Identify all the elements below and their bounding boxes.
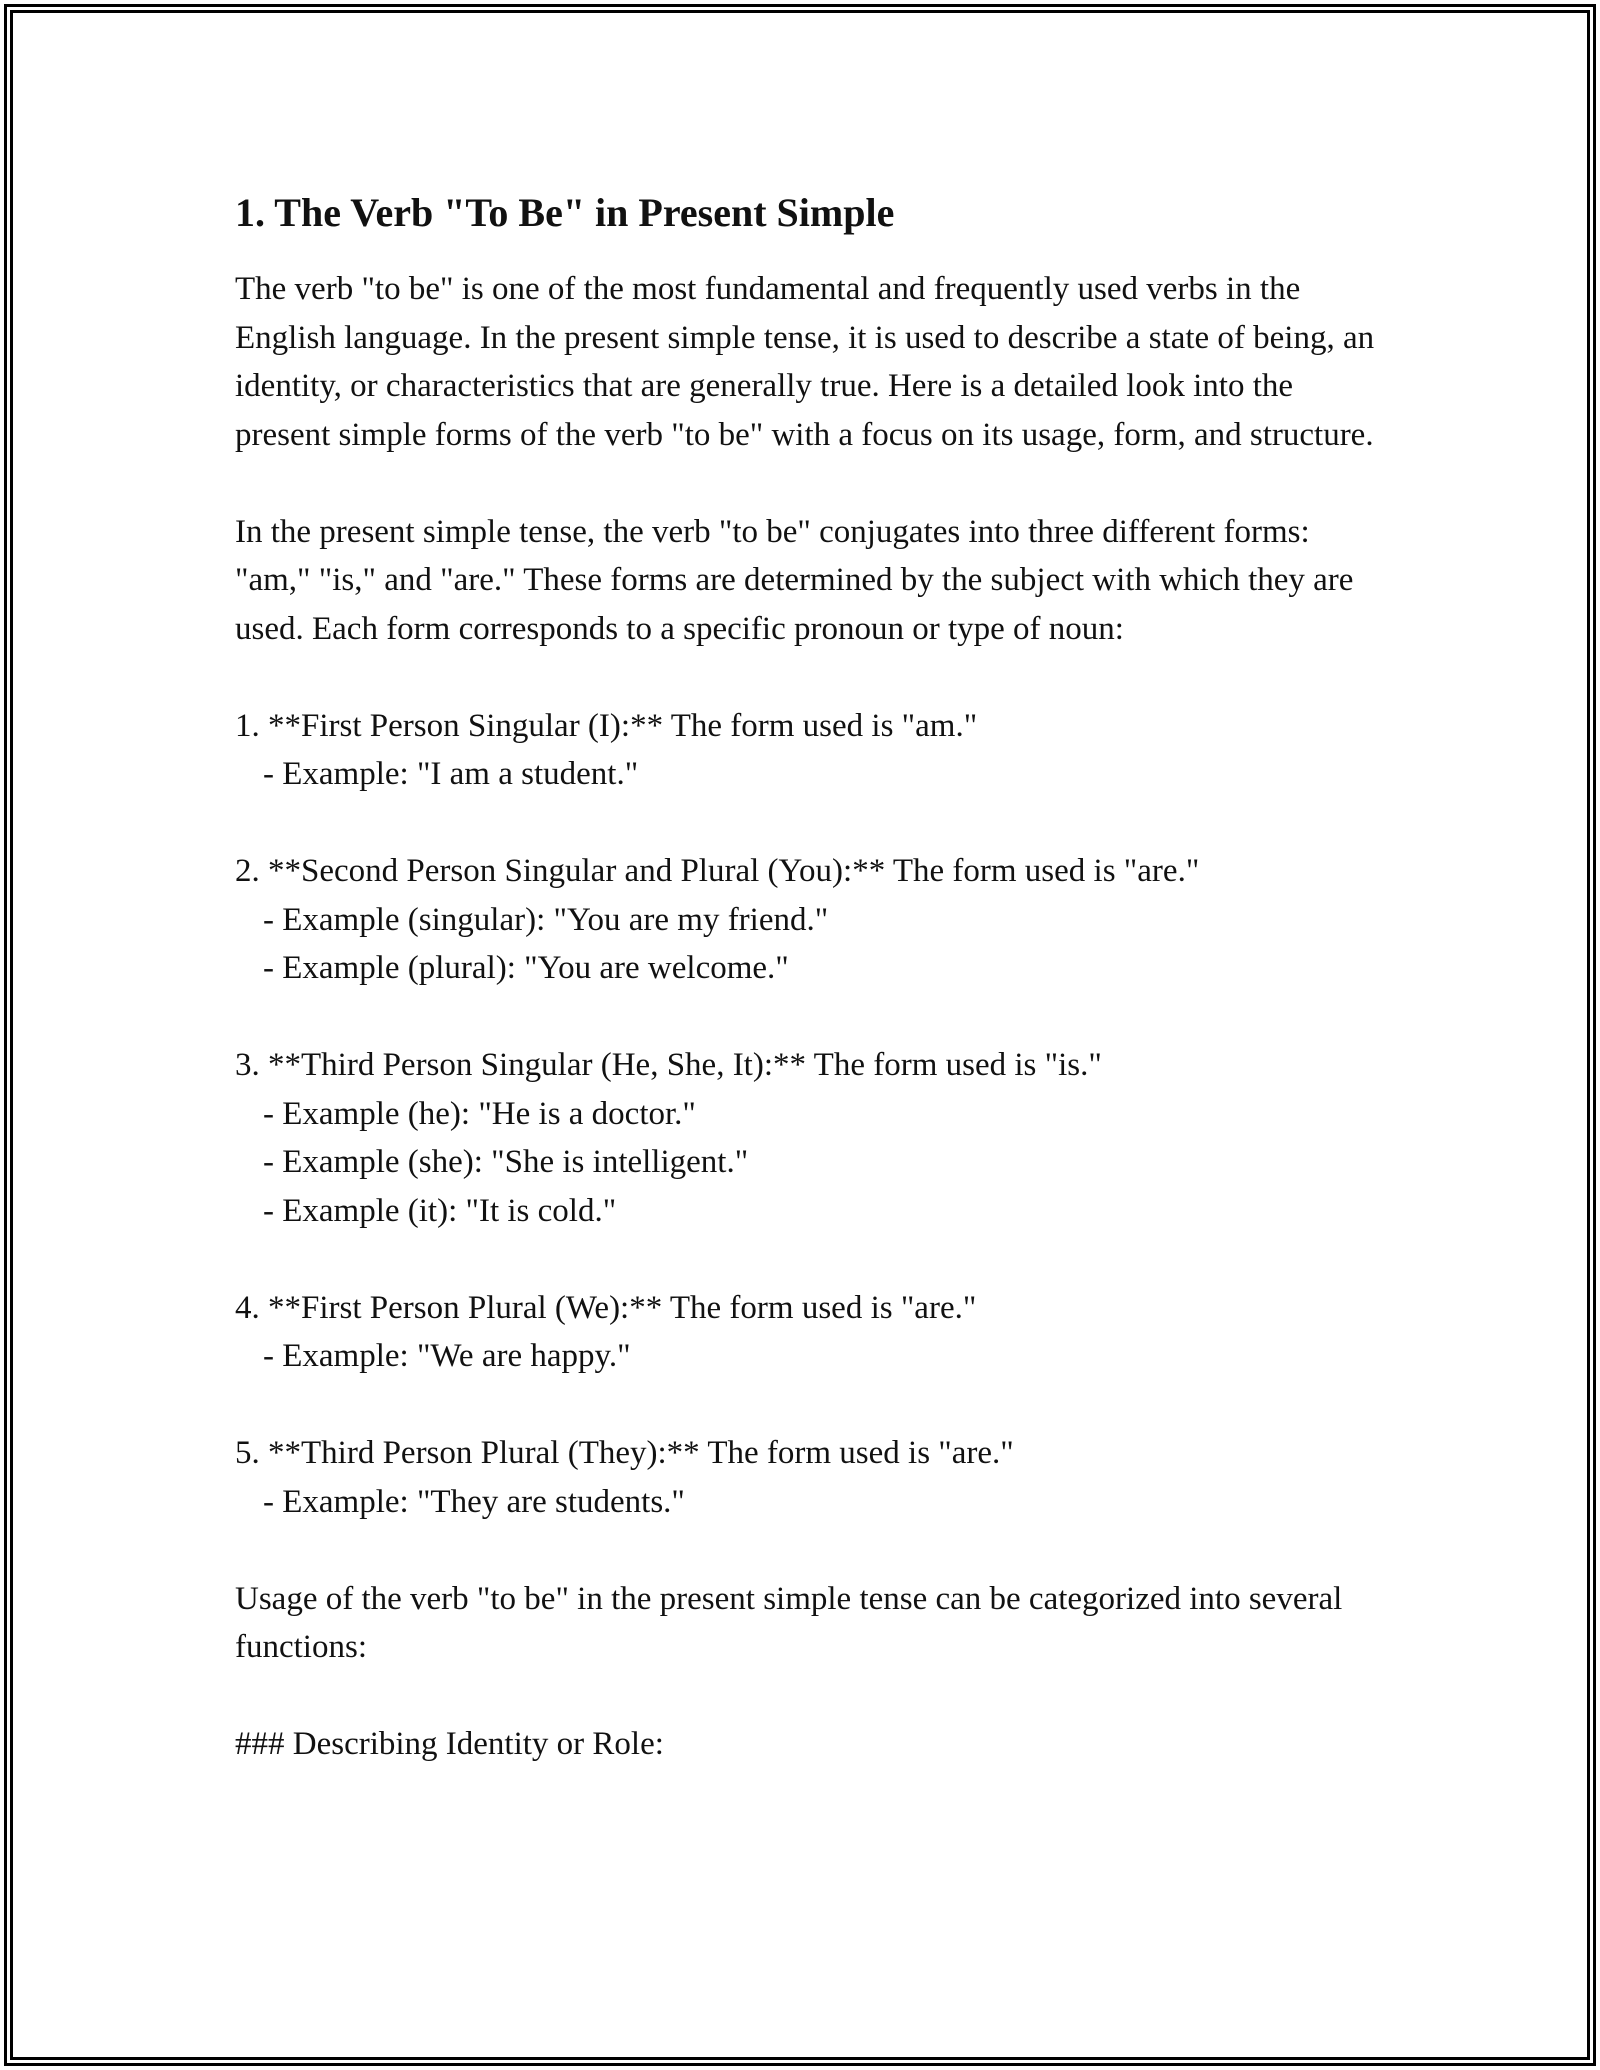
list-item-heading: 2. **Second Person Singular and Plural (You):** The form used is "are." xyxy=(235,853,1200,889)
list-item-heading: 4. **First Person Plural (We):** The form used is "are." xyxy=(235,1289,977,1326)
subheading: ### Describing Identity or Role: xyxy=(235,1726,664,1762)
list-item-example: - Example (it): "It is cold." xyxy=(263,1192,617,1229)
intro-paragraph: The verb "to be" is one of the most fundamental and frequently used verbs in the English language. In the present simple tense, it is used to describe a state of being, an identity, or characteristics that are generally true. Here is a detailed look into the present simple forms of the verb "to be" with a focus on its usage, form, and structure. xyxy=(235,271,1383,453)
list-item xyxy=(235,1284,1375,1381)
usage-paragraph: Usage of the verb "to be" in the present simple tense can be categorized into several functions: xyxy=(235,1580,1351,1665)
section-heading: 1. The Verb "To Be" in Present Simple xyxy=(235,190,895,235)
list-item-example: - Example: "We are happy." xyxy=(263,1338,631,1374)
conjugation-paragraph: In the present simple tense, the verb "to be" conjugates into three different forms: "am," "is," and "are." These forms are determined by the subject with which they are used. Each form corresponds to a specific pronoun or type of noun: xyxy=(235,513,1362,647)
list-item-heading: 3. **Third Person Singular (He, She, It):** The form used is "is." xyxy=(235,1047,1102,1083)
list-item xyxy=(235,1429,1375,1526)
list-item-example: - Example (he): "He is a doctor." xyxy=(263,1095,696,1132)
list-item-heading: 1. **First Person Singular (I):** The form used is "am." xyxy=(235,707,978,744)
list-item-example: - Example (plural): "You are welcome." xyxy=(263,950,789,986)
list-item-example: - Example (singular): "You are my friend." xyxy=(263,901,829,938)
document-body xyxy=(235,185,1383,1769)
list-item xyxy=(235,702,1375,799)
list-item-example: - Example: "They are students." xyxy=(263,1483,685,1520)
list-item-heading: 5. **Third Person Plural (They):** The form used is "are." xyxy=(235,1435,1014,1471)
list-item-example: - Example (she): "She is intelligent." xyxy=(263,1144,749,1180)
list-item xyxy=(235,1041,1375,1235)
list-item-example: - Example: "I am a student." xyxy=(263,756,639,792)
list-item xyxy=(235,847,1375,993)
